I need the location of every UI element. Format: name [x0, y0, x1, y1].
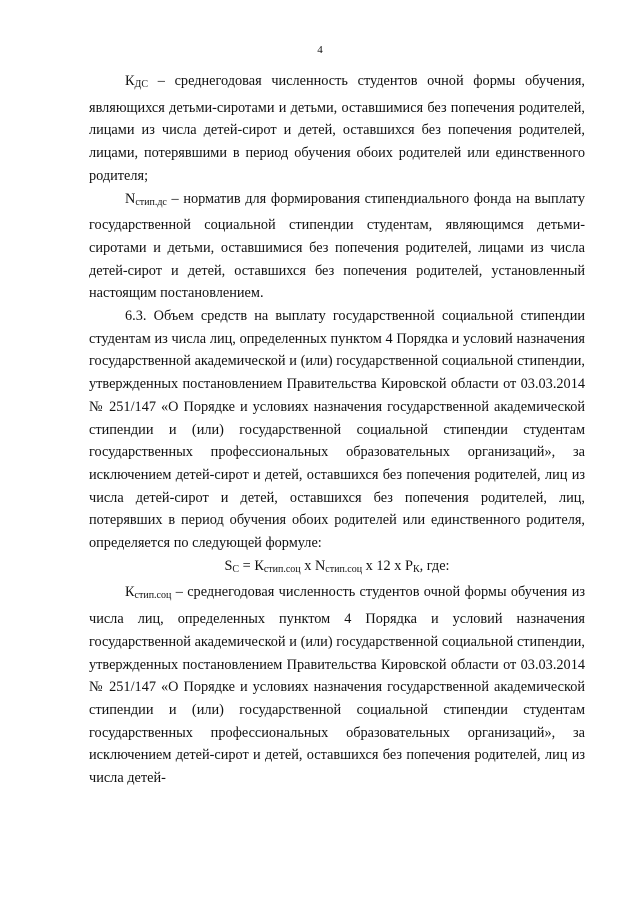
paragraph-kds-definition: [89, 70, 585, 188]
formula-times: x: [300, 557, 315, 574]
formula-p-subscript: К: [412, 563, 420, 575]
formula-s: S: [224, 557, 233, 574]
paragraph-text: – норматив для формирования стипендиального фонда на выплату государственной социальной стипендии студентам, являющимся детьми-сиротами и детьми, оставшимися без попечения родителей, лицами из числа детей-сирот и детей, оставшихся без попечения родителей, установленный настоящим постановлением.: [89, 190, 585, 302]
symbol-subscript: ДС: [134, 79, 149, 90]
paragraph-6-3: 6.3. Объем средств на выплату государственной социальной стипендии студентам из числа лиц, определенных пунктом 4 Порядка и условий назначения государственной академической и (или) государственной социальной стипендии, утвержденных постановлением Правительства Кировской области от 03.03.2014 № 251/147 «О Порядке и условиях назначения государственной академической стипендии и (или) государственной социальной стипендии студентам государственных профессиональных образовательных организаций», за исключением детей-сирот и детей, оставшихся без попечения родителей, лиц из числа детей-сирот и детей, оставшихся без попечения родителей, лиц, потерявших в период обучения обоих родителей или единственного родителя, определяется по следующей формуле:: [89, 308, 585, 552]
paragraph-kstip-soc-definition: [89, 581, 585, 789]
formula-equals: =: [239, 557, 255, 574]
formula-p: Р: [405, 557, 413, 574]
formula: [89, 555, 585, 582]
symbol-n: N: [125, 190, 136, 207]
paragraph-text: – среднегодовая численность студентов очной формы обучения, являющихся детьми-сиротами и детьми, оставшимися без попечения родителей, лицами из числа детей-сирот и детей, оставшихся без попечения родителей, лицами, потерявшими в период обучения обоих родителей или единственного родителя;: [89, 73, 585, 184]
paragraph-nstip-definition: [89, 188, 585, 306]
symbol-subscript: стип.соц: [134, 590, 172, 602]
formula-n: N: [314, 557, 326, 574]
symbol-k: К: [125, 584, 135, 601]
symbol-subscript: стип.дс: [135, 196, 167, 208]
formula-s-subscript: С: [232, 563, 240, 575]
formula-times-12: x 12 x: [362, 557, 405, 574]
formula-n-subscript: стип.соц: [325, 563, 363, 575]
formula-k: К: [254, 557, 264, 574]
formula-tail: , где:: [419, 557, 450, 574]
page-number: 4: [317, 44, 323, 56]
paragraph-text: – среднегодовая численность студентов очной формы обучения из числа лиц, определенных пунктом 4 Порядка и условий назначения государственной академической и (или) государственной социальной стипендии, утвержденных постановлением Правительства Кировской области от 03.03.2014 № 251/147 «О Порядке и условиях назначения государственной академической стипендии и (или) государственной социальной стипендии студентам государственных профессиональных образовательных организаций», за исключением детей-сирот и детей, оставшихся без попечения родителей, лиц из числа детей-: [89, 584, 585, 787]
formula-k-subscript: стип.соц: [263, 563, 301, 575]
document-body: [89, 70, 585, 790]
symbol-k: К: [125, 73, 135, 89]
